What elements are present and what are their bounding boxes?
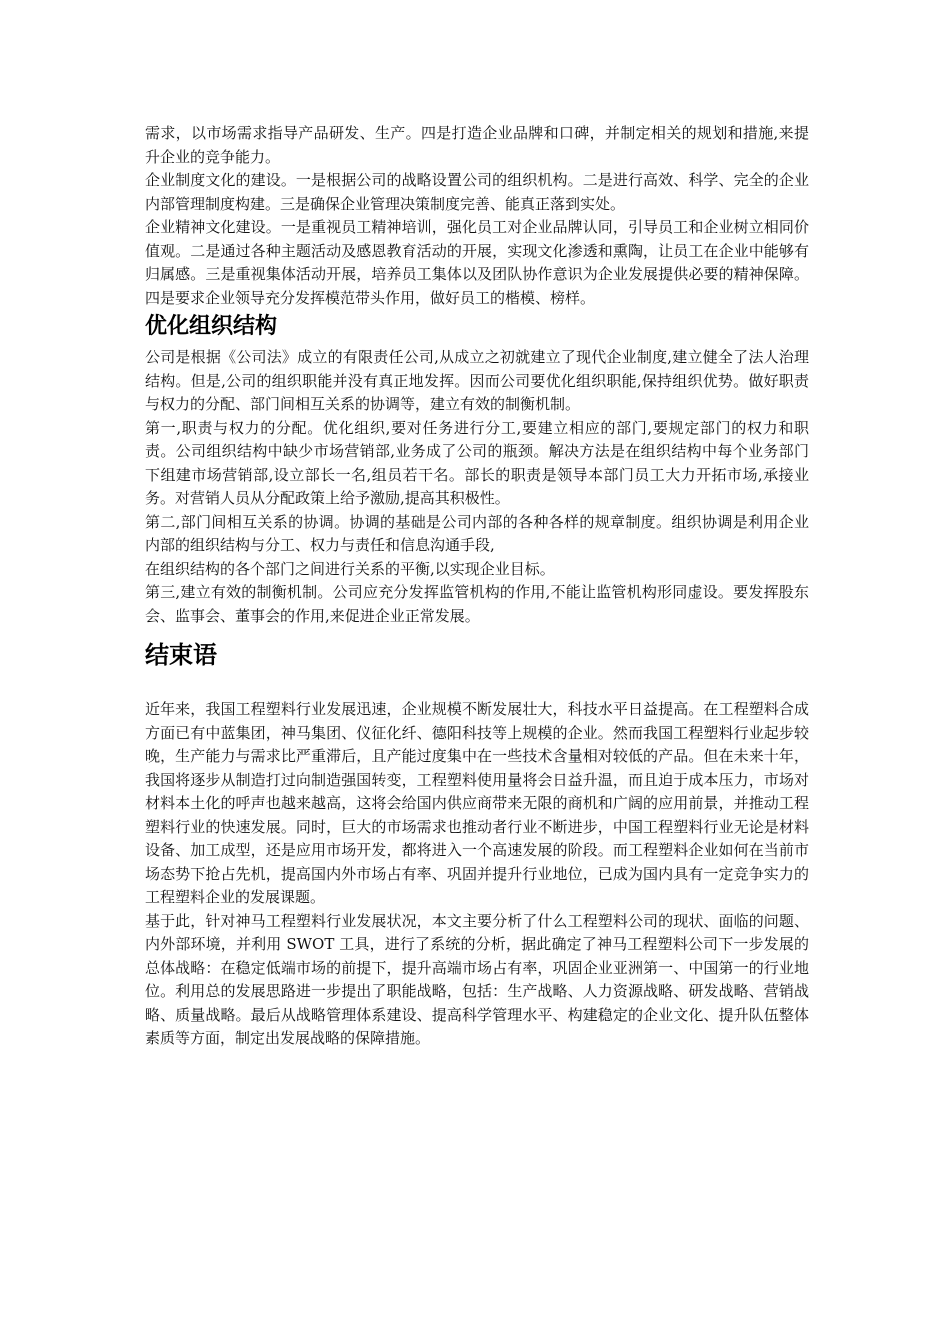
document-page bbox=[145, 122, 809, 1051]
section-enterprise-culture bbox=[145, 122, 809, 310]
paragraph: 第三,建立有效的制衡机制。公司应充分发挥监管机构的作用,不能让监管机构形同虚设。要发挥股东会、监事会、董事会的作用,来促进企业正常发展。 bbox=[145, 583, 809, 625]
section-heading: 优化组织结构 bbox=[145, 314, 278, 339]
section-optimize-organization bbox=[145, 312, 809, 628]
paragraph: 公司是根据《公司法》成立的有限责任公司,从成立之初就建立了现代企业制度,建立健全了法人治理结构。但是,公司的组织职能并没有真正地发挥。因而公司要优化组织职能,保持组织优势。做好职责与权力的分配、部门间相互关系的协调等，建立有效的制衡机制。 bbox=[145, 348, 809, 413]
paragraph: 第一,职责与权力的分配。优化组织,要对任务进行分工,要建立相应的部门,要规定部门的权力和职责。公司组织结构中缺少市场营销部,业务成了公司的瓶颈。解决方法是在组织结构中每个业务部门下组建市场营销部,设立部长一名,组员若干名。部长的职责是领导本部门员工大力开拓市场,承接业务。对营销人员从分配政策上给予激励,提高其积极性。 bbox=[145, 418, 809, 507]
paragraph: 第二,部门间相互关系的协调。协调的基础是公司内部的各种各样的规章制度。组织协调是利用企业内部的组织结构与分工、权力与责任和信息沟通手段, 在组织结构的各个部门之间进行关系的平衡,以实现企业目标。 bbox=[145, 512, 809, 578]
paragraph: 近年来，我国工程塑料行业发展迅速，企业规模不断发展壮大，科技水平日益提高。在工程塑料合成方面已有中蓝集团，神马集团、仪征化纤、德阳科技等上规模的企业。然而我国工程塑料行业起步较晚，生产能力与需求比严重滞后，且产能过度集中在一些技术含量相对较低的产品。但在未来十年，我国将逐步从制造打过向制造强国转变，工程塑料使用量将会日益升温，而且迫于成本压力，市场对材料本土化的呼声也越来越高，这将会给国内供应商带来无限的商机和广阔的应用前景，并推动工程塑料行业的快速发展。同时，巨大的市场需求也推动者行业不断进步，中国工程塑料行业无论是材料设备、加工成型，还是应用市场开发，都将进入一个高速发展的阶段。而工程塑料企业如何在当前市场态势下抢占先机，提高国内外市场占有率、巩固并提升行业地位，已成为国内具有一定竞争实力的工程塑料企业的发展课题。 bbox=[145, 700, 809, 906]
paragraph: 需求，以市场需求指导产品研发、生产。四是打造企业品牌和口碑，并制定相关的规划和措施,来提升企业的竞争能力。 bbox=[145, 124, 809, 166]
section-conclusion bbox=[145, 638, 809, 1051]
paragraph: 企业制度文化的建设。一是根据公司的战略设置公司的组织机构。二是进行高效、科学、完全的企业内部管理制度构建。三是确保企业管理决策制度完善、能真正落到实处。 bbox=[145, 171, 809, 213]
conclusion-heading: 结束语 bbox=[145, 641, 217, 669]
paragraph: 企业精神文化建设。一是重视员工精神培训，强化员工对企业品牌认同，引导员工和企业树立相同价值观。二是通过各种主题活动及感恩教育活动的开展，实现文化渗透和熏陶，让员工在企业中能够有归属感。三是重视集体活动开展，培养员工集体以及团队协作意识为企业发展提供必要的精神保障。四是要求企业领导充分发挥模范带头作用，做好员工的楷模、榜样。 bbox=[145, 218, 809, 307]
paragraph: 基于此，针对神马工程塑料行业发展状况，本文主要分析了什么工程塑料公司的现状、面临的问题、内外部环境，并利用 SWOT 工具，进行了系统的分析，据此确定了神马工程塑料公司下一步发展的总体战略：在稳定低端市场的前提下，提升高端市场占有率，巩固企业亚洲第一、中国第一的行业地位。利用总的发展思路进一步提出了职能战略，包括：生产战略、人力资源战略、研发战略、营销战略、质量战略。最后从战略管理体系建设、提高科学管理水平、构建稳定的企业文化、提升队伍整体素质等方面，制定出发展战略的保障措施。 bbox=[145, 911, 809, 1047]
